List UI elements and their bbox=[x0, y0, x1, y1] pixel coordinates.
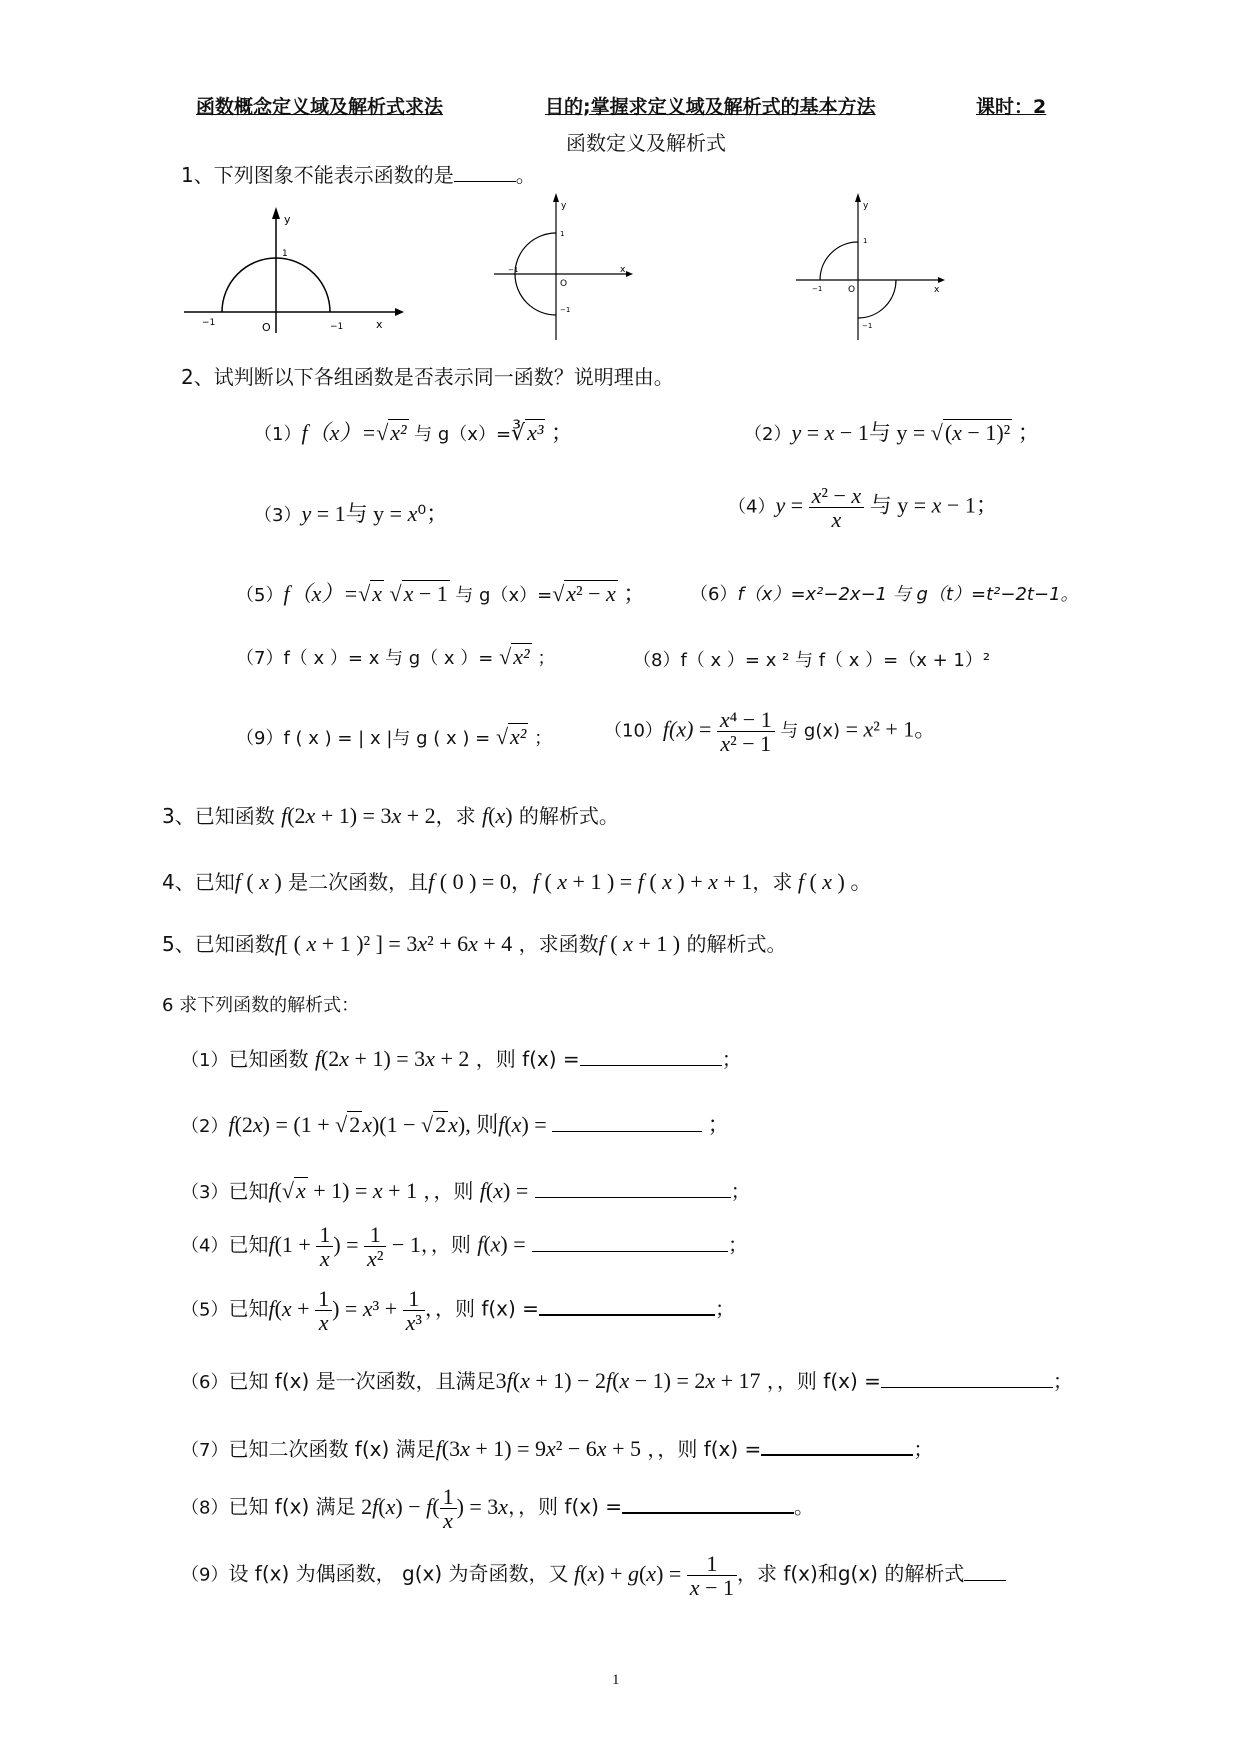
q6-item-5-number: （5） bbox=[181, 1299, 229, 1321]
answer-blank-q6-9[interactable] bbox=[964, 1562, 1006, 1581]
q2-item-6 bbox=[690, 580, 1079, 606]
q2-item-9-number: （9） bbox=[236, 728, 284, 749]
graph-1-semicircle bbox=[180, 205, 410, 335]
q6-item-7-number: （7） bbox=[181, 1440, 229, 1461]
q2-item-6-text: f（x）=x²−2x−1 与 g（t）=t²−2t−1。 bbox=[737, 584, 1079, 605]
q6-item-6-post: ，则 f(x) = bbox=[776, 1369, 881, 1393]
q2-item-5-number: （5） bbox=[236, 585, 284, 606]
page-number: 1 bbox=[612, 1672, 620, 1688]
answer-blank-q6-1[interactable] bbox=[580, 1047, 722, 1066]
q6-item-3-number: （3） bbox=[181, 1182, 229, 1203]
svg-text:−1: −1 bbox=[862, 322, 873, 330]
svg-text:y: y bbox=[863, 201, 869, 211]
q2-item-3-end: ； bbox=[426, 501, 449, 526]
q2-item-3-left: y bbox=[301, 501, 312, 526]
q2-item-1-number: （1） bbox=[254, 424, 302, 445]
svg-text:O: O bbox=[848, 285, 856, 295]
q6-item-1: （1）已知函数 f(2x + 1) = 3x + 2 ，则 f(x) = ； bbox=[181, 1046, 742, 1071]
q2-item-4: （4）y = $\frac{\text{x² − x}}{x}$ 与 y = x − 1； bbox=[728, 483, 998, 533]
header-hours: 课时：2 bbox=[976, 96, 1047, 118]
q2-item-5-end: ； bbox=[623, 581, 646, 606]
question-3: 3、已知函数 f(2x + 1) = 3x + 2，求 f(x) 的解析式。 bbox=[162, 803, 619, 828]
q6-item-8: （8）已知 f(x) 满足 2f(x) − f( $\frac{1}{x}$ ) = 3x，，则 f(x) = 。 bbox=[181, 1484, 815, 1534]
q2-item-2-end: ； bbox=[1017, 420, 1040, 445]
q2-item-9-end: ； bbox=[534, 728, 553, 749]
q2-item-3-number: （3） bbox=[254, 505, 302, 526]
svg-text:−1: −1 bbox=[560, 306, 571, 314]
q6-item-8-pre: 已知 f(x) 满足 bbox=[228, 1494, 356, 1519]
q2-item-10-mid: 与 g(x) bbox=[780, 720, 841, 742]
question-4: 4、已知f ( x ) 是二次函数，且f ( 0 ) = 0，f ( x + 1 ) = f ( x ) + x + 1，求 f ( x ) 。 bbox=[162, 869, 873, 894]
svg-text:1: 1 bbox=[863, 237, 868, 245]
q6-item-4-pre: 已知 bbox=[228, 1232, 269, 1257]
q2-item-3: （3）y = 1与 y = x⁰； bbox=[254, 501, 449, 526]
q2-item-4-left: y bbox=[775, 492, 786, 518]
q6-item-2: （2）f(2x) = (1 + √2x)(1 − √2x), 则f(x) = ； bbox=[181, 1112, 730, 1137]
question-5: 5、已知函数f[ ( x + 1 )² ] = 3x² + 6x + 4 ，求函数f ( x + 1 ) 的解析式。 bbox=[162, 931, 787, 956]
answer-blank-q6-2[interactable] bbox=[552, 1113, 702, 1132]
q6-item-4-number: （4） bbox=[181, 1235, 229, 1257]
svg-text:y: y bbox=[561, 201, 567, 211]
q2-item-7: （7）f（ x ）= x 与 g（ x ）= √x² ； bbox=[236, 644, 556, 669]
q6-item-9: （9）设 f(x) 为偶函数， g(x) 为奇函数，又 f(x) + g(x) = $\frac{1}{x - 1}$ ，求 f(x)和g(x) 的解析式 bbox=[181, 1552, 1006, 1599]
q2-item-5-mid: 与 g（x）= bbox=[455, 585, 553, 606]
q2-item-8-number: （8） bbox=[633, 650, 681, 671]
q2-item-10-end: 1。 bbox=[903, 716, 937, 742]
q6-item-3-post: ，则 bbox=[433, 1179, 474, 1203]
q2-item-1-mid: 与 g（x）= bbox=[414, 424, 512, 445]
question-3-text: 3、已知函数 bbox=[162, 804, 275, 828]
q6-item-3-pre: 已知 bbox=[228, 1179, 269, 1203]
question-4-end: ，求 bbox=[752, 870, 793, 894]
question-6: 6 求下列函数的解析式： bbox=[162, 995, 360, 1016]
q6-item-1-number: （1） bbox=[181, 1050, 229, 1071]
q2-item-7-end: ； bbox=[537, 648, 556, 669]
svg-text:−1: −1 bbox=[330, 322, 344, 332]
answer-blank-q6-3[interactable] bbox=[535, 1179, 731, 1198]
q2-item-9: （9）f ( x ) = | x |与 g ( x ) = √x² ； bbox=[236, 724, 553, 749]
svg-text:x: x bbox=[376, 318, 383, 331]
question-3-end: 的解析式。 bbox=[518, 804, 619, 828]
q2-item-5: （5）f（x）=√x √x − 1 与 g（x）=√x² − x ； bbox=[236, 581, 646, 606]
q6-item-5-pre: 已知 bbox=[228, 1296, 269, 1321]
q6-item-6: （6）已知 f(x) 是一次函数，且满足3f(x + 1) − 2f(x − 1) = 2x + 17 ，，则 f(x) = ； bbox=[181, 1368, 1073, 1393]
q6-item-1-post: ，则 f(x) = bbox=[475, 1047, 580, 1071]
q6-item-6-pre: 已知 f(x) 是一次函数，且满足 bbox=[228, 1369, 496, 1393]
answer-blank-q6-5[interactable] bbox=[539, 1296, 715, 1316]
q6-item-8-number: （8） bbox=[181, 1497, 229, 1519]
question-5-text: 5、已知函数 bbox=[162, 932, 275, 956]
q6-item-3: （3）已知f(√x + 1) = x + 1 ，，则 f(x) = ； bbox=[181, 1178, 751, 1203]
q2-item-5-left: f（x）= bbox=[283, 581, 359, 606]
answer-blank-q6-6[interactable] bbox=[881, 1369, 1053, 1388]
q6-item-9-number: （9） bbox=[181, 1564, 229, 1586]
question-1-text: 1、下列图象不能表示函数的是 bbox=[181, 163, 454, 187]
svg-text:y: y bbox=[284, 213, 291, 226]
answer-blank-q6-4[interactable] bbox=[532, 1233, 728, 1252]
answer-blank-q6-7[interactable] bbox=[761, 1436, 913, 1456]
q6-item-9-post: ，求 f(x)和g(x) 的解析式 bbox=[736, 1561, 965, 1586]
q2-item-2: （2）y = x − 1与 y = √(x − 1)² ； bbox=[744, 420, 1040, 445]
q2-item-4-number: （4） bbox=[728, 496, 776, 518]
q2-item-2-mid: 1与 y bbox=[857, 420, 908, 445]
q2-item-2-left: y bbox=[791, 420, 802, 445]
q6-item-6-number: （6） bbox=[181, 1372, 229, 1393]
answer-blank-q1[interactable] bbox=[454, 163, 516, 182]
q2-item-1-left: f（x）= bbox=[301, 420, 377, 445]
q2-item-10-left: f(x) bbox=[662, 716, 694, 742]
q2-item-8-text: f（ x ）= x ² 与 f（ x ）=（x + 1）² bbox=[680, 650, 991, 671]
q6-item-9-pre: 设 f(x) 为偶函数， bbox=[228, 1561, 396, 1586]
q6-item-4: （4）已知f(1 + $\frac{1}{x}$ ) = $\frac{1}{\text{x²}}$ − 1，，则 f(x) = ； bbox=[181, 1222, 749, 1272]
q2-item-6-number: （6） bbox=[690, 584, 738, 605]
q2-item-7-left: f（ x ）= x 与 g（ x ）= bbox=[283, 648, 494, 669]
q6-item-5: （5）已知f(x + $\frac{1}{x}$ ) = x³ + $\frac{1}{\text{x³}}$ ，，则 f(x) = ； bbox=[181, 1286, 735, 1336]
svg-text:−1: −1 bbox=[202, 318, 216, 328]
q6-item-7: （7）已知二次函数 f(x) 满足f(3x + 1) = 9x² − 6x + 5 ，，则 f(x) = ； bbox=[181, 1436, 934, 1461]
q2-item-8 bbox=[633, 646, 990, 672]
question-4-mid: 是二次函数，且 bbox=[288, 870, 429, 894]
q6-item-2-number: （2） bbox=[181, 1116, 229, 1137]
question-4-text: 4、已知 bbox=[162, 870, 235, 894]
svg-text:O: O bbox=[560, 279, 568, 289]
svg-text:x: x bbox=[934, 285, 940, 295]
q6-item-7-pre: 已知二次函数 f(x) 满足 bbox=[228, 1437, 436, 1461]
q2-item-2-number: （2） bbox=[744, 424, 792, 445]
q2-item-4-mid: 与 y bbox=[869, 492, 909, 518]
question-3-mid: ，求 bbox=[435, 804, 476, 828]
q6-item-4-post: ，则 bbox=[430, 1232, 471, 1257]
svg-text:1: 1 bbox=[282, 249, 288, 259]
q2-item-7-number: （7） bbox=[236, 648, 284, 669]
q2-item-10: （10）f(x) = $\frac{\text{x⁴ − 1}}{\text{x² − 1}}$ 与 g(x) = x² + 1。 bbox=[604, 707, 937, 757]
graph-2-left-semicircle bbox=[488, 192, 638, 342]
q2-item-4-end: 1； bbox=[964, 492, 998, 518]
svg-text:x: x bbox=[620, 265, 626, 275]
q2-item-10-number: （10） bbox=[604, 720, 663, 742]
q2-item-3-mid: 1与 y bbox=[334, 501, 385, 526]
question-1 bbox=[181, 159, 536, 188]
q6-item-7-post: ，则 f(x) = bbox=[657, 1437, 762, 1461]
question-5-end: 的解析式。 bbox=[686, 932, 787, 956]
q6-item-8-post: ，则 f(x) = bbox=[518, 1494, 623, 1519]
question-5-mid: ，求函数 bbox=[518, 932, 599, 956]
graph-3-quarter-arcs bbox=[792, 192, 952, 342]
page-subtitle: 函数定义及解析式 bbox=[566, 131, 726, 155]
q6-item-9-mid: g(x) 为奇函数，又 bbox=[402, 1561, 569, 1586]
svg-text:1: 1 bbox=[560, 230, 565, 238]
q2-item-9-left: f ( x ) = | x |与 g ( x ) = bbox=[283, 728, 491, 749]
q2-item-1: （1）f（x）=√x² 与 g（x）=∛x³ ； bbox=[254, 420, 573, 445]
svg-text:−1: −1 bbox=[812, 285, 823, 293]
header-topic: 函数概念定义域及解析式求法 bbox=[196, 96, 444, 118]
q6-item-5-post: ，则 f(x) = bbox=[434, 1296, 539, 1321]
question-2: 2、试判断以下各组函数是否表示同一函数？说明理由。 bbox=[181, 365, 674, 389]
svg-text:−1: −1 bbox=[508, 266, 519, 274]
svg-text:O: O bbox=[262, 321, 271, 334]
q6-item-1-pre: 已知函数 bbox=[228, 1047, 309, 1071]
answer-blank-q6-8[interactable] bbox=[622, 1494, 794, 1514]
question-1-end: 。 bbox=[515, 163, 536, 187]
header-goal: 目的;掌握求定义域及解析式的基本方法 bbox=[545, 96, 876, 118]
q2-item-1-end: ； bbox=[550, 420, 573, 445]
